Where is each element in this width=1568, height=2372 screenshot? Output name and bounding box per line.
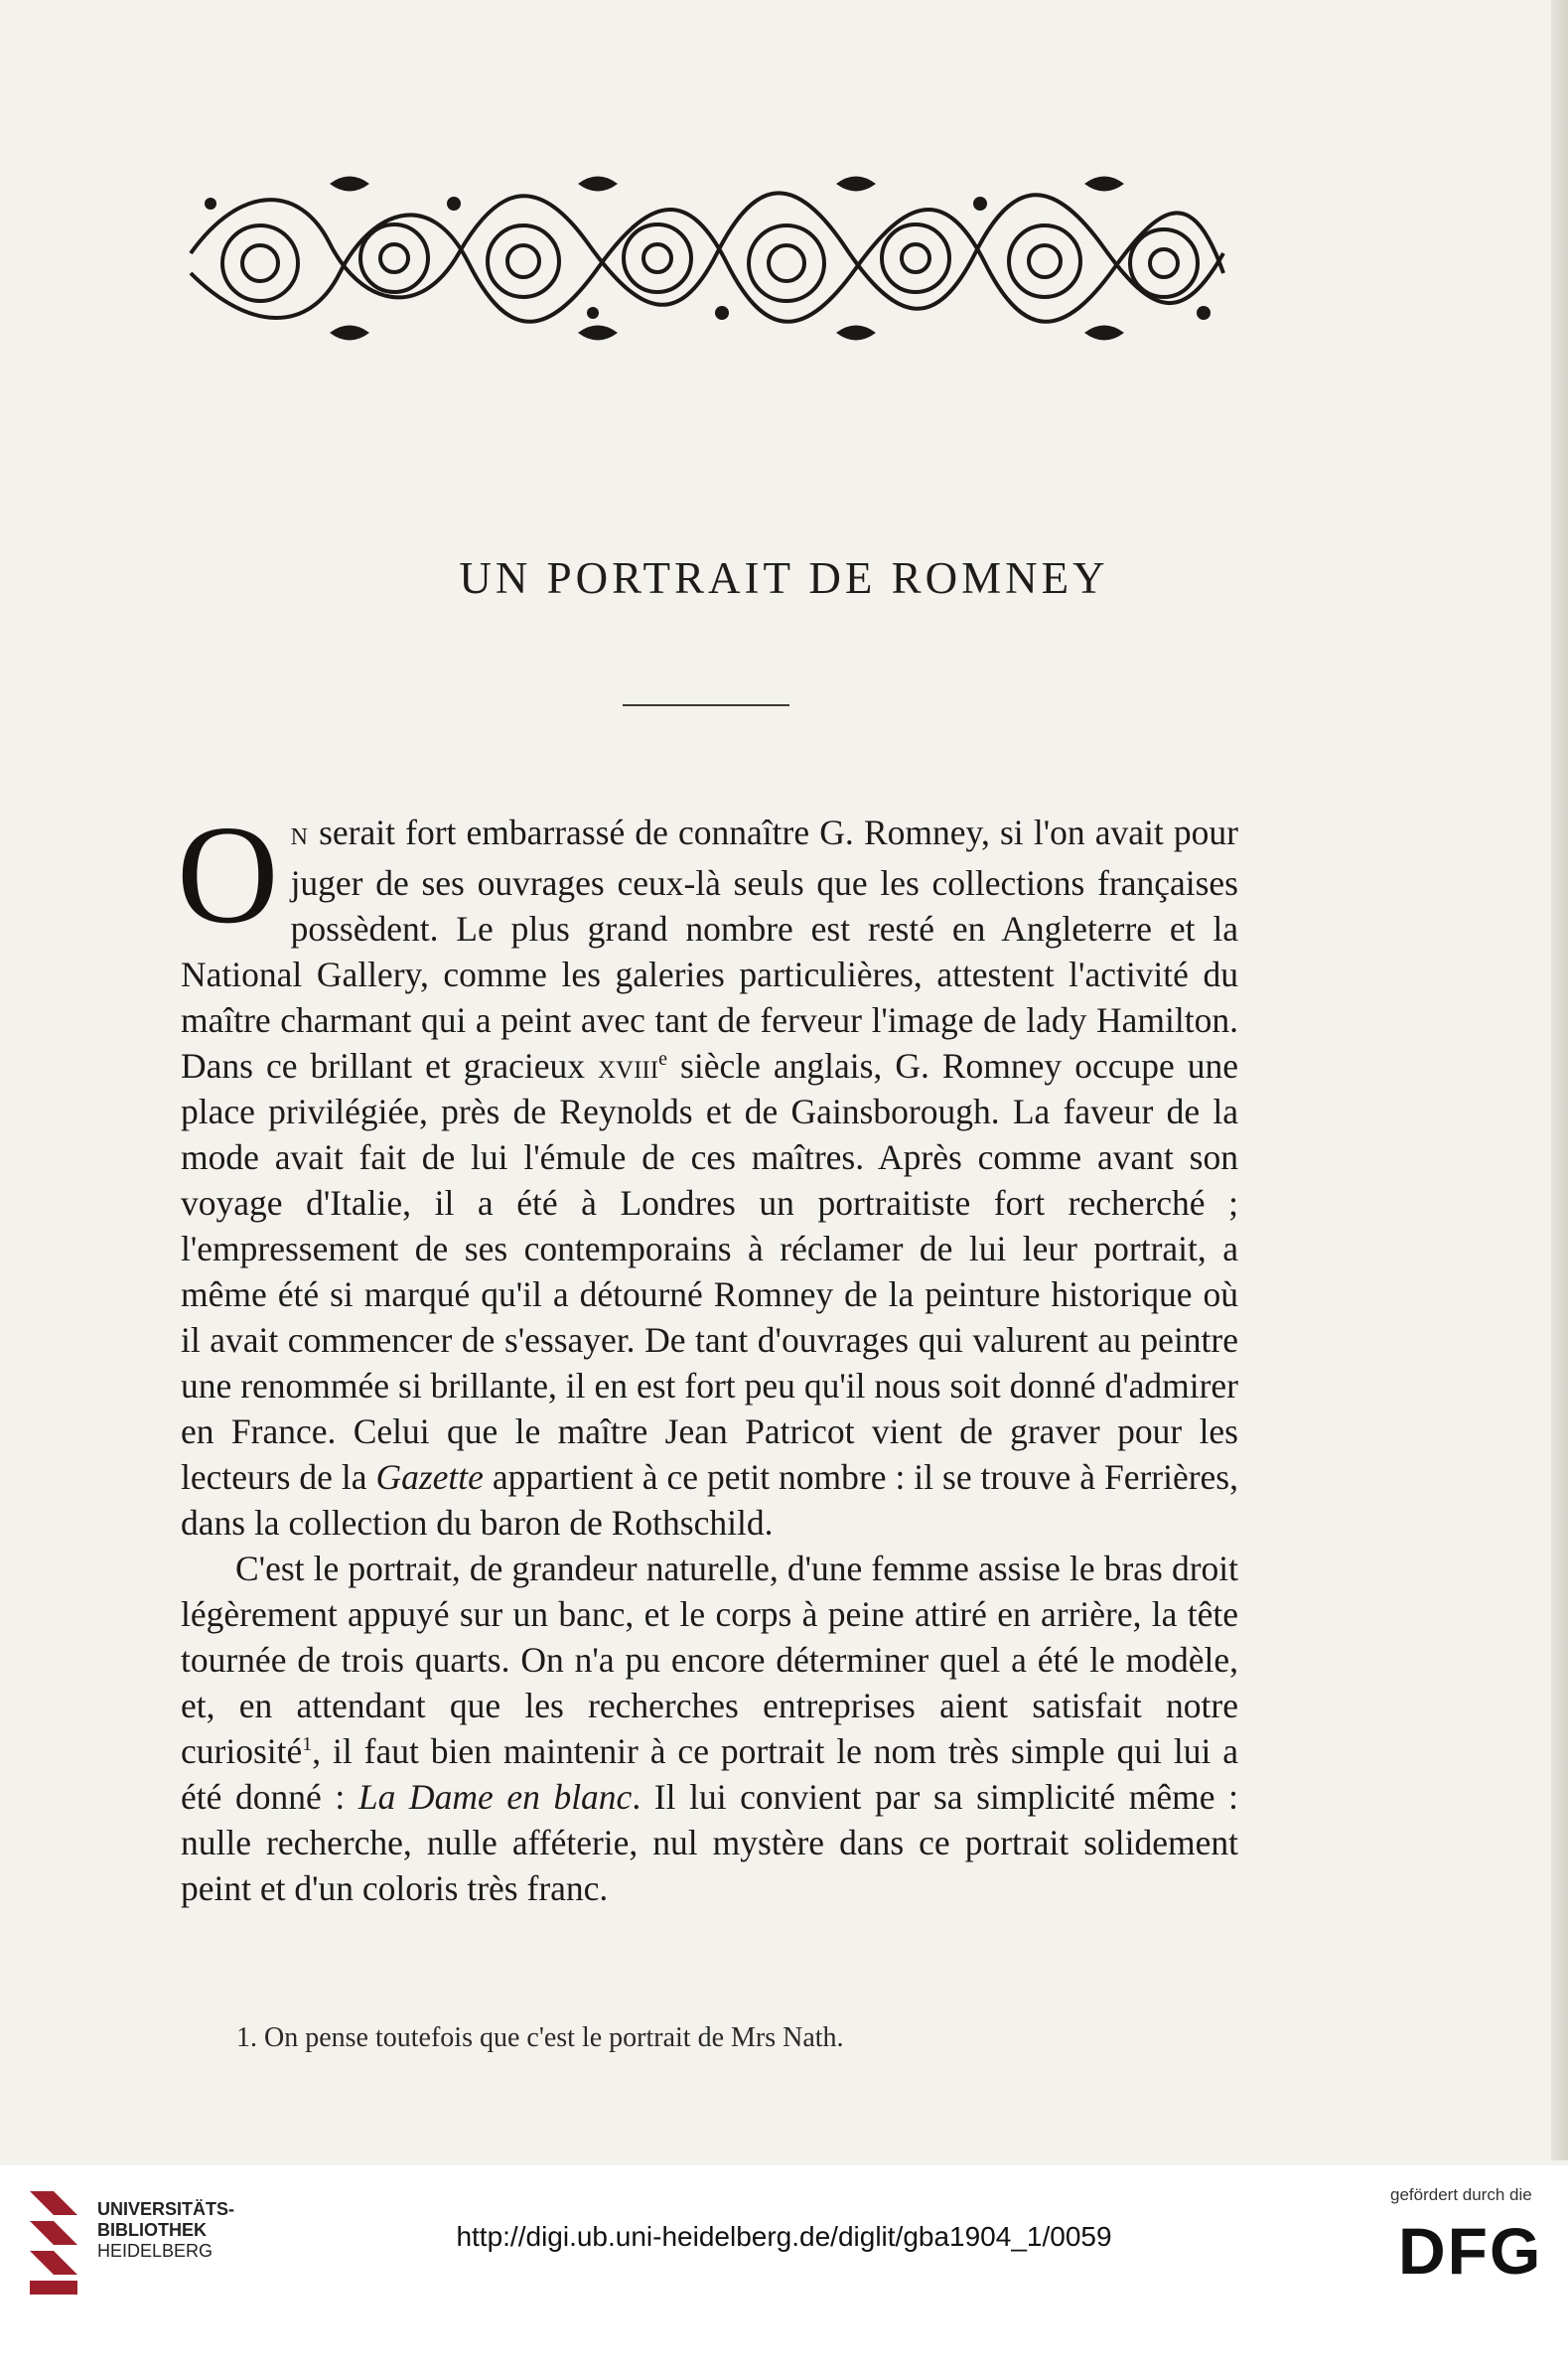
paragraph-1 xyxy=(177,796,1239,1546)
century-numeral: xviii xyxy=(598,1046,659,1086)
article-body xyxy=(177,796,1239,1911)
funding-label: gefördert durch die xyxy=(1390,2185,1532,2204)
gazette-italic: Gazette xyxy=(375,1457,484,1497)
footnote: 1. On pense toutefois que c'est le portrait de Mrs Nath. xyxy=(236,2022,844,2053)
digitization-footer xyxy=(0,2165,1568,2372)
dfg-logo: DFG xyxy=(1398,2214,1543,2288)
footnote-reference[interactable]: 1 xyxy=(302,1733,313,1756)
paragraph-1-text-b: siècle anglais, G. Romney occupe une place privilégiée, près de Reynolds et de Gainsborough. La faveur de la mode avait fait de lui l'émule de ces maîtres. Après comme avant son voyage d'Italie, il a été à Londres un portraitiste fort recherché ; l'empressement de ses contemporains à réclamer de lui leur portrait, a même été si marqué qu'il a détourné Romney de la peinture historique où il avait commencer de s'essayer. De tant d'ouvrages qui valurent au peintre une renommée si brillante, il en est fort peu qu'il nous soit donné d'admirer en France. Celui que le maître Jean Patricot vient de graver pour les lecteurs de la xyxy=(181,1046,1239,1497)
drop-cap: O xyxy=(177,796,279,953)
paragraph-2 xyxy=(181,1546,1238,1911)
library-line-3: HEIDELBERG xyxy=(97,2241,214,2261)
title-rule xyxy=(623,704,789,706)
dame-en-blanc-italic: La Dame en blanc xyxy=(357,1777,633,1817)
article-title: UN PORTRAIT DE ROMNEY xyxy=(459,553,1109,603)
paragraph-2-text-a: C'est le portrait, de grandeur naturelle, d'une femme assise le bras droit légèrement appuyé sur un banc, et le corps à peine attiré en arrière, la tête tournée de trois quarts. On n'a pu encore déterminer quel a été le modèle, et, en attendant que les recherches entreprises aient satisfait notre curiosité xyxy=(181,1549,1238,1771)
page-edge xyxy=(1551,0,1568,2160)
ornamental-headpiece-icon xyxy=(181,164,1233,351)
century-superscript: e xyxy=(658,1048,667,1071)
library-line-2: BIBLIOTHEK xyxy=(97,2220,207,2240)
paragraph-1-text-a: serait fort embarrassé de connaître G. Romney, si l'on avait pour juger de ses ouvrages ceux-là seuls que les collections françaises possèdent. Le plus grand nombre est resté en Angleterre et la National Gallery, comme les galeries particulières, attestent l'activité du maître charmant qui a peint avec tant de ferveur l'image de lady Hamilton. Dans ce brillant et gracieux xyxy=(181,813,1238,1086)
paragraph-2-text-c: . Il lui convient par sa simplicité même : nulle recherche, nulle afféterie, nul mystère dans ce portrait solidement peint et d'un coloris très franc. xyxy=(181,1777,1238,1908)
library-line-1: UNIVERSITÄTS- xyxy=(97,2199,235,2219)
paragraph-1-text-c: appartient à ce petit nombre : il se trouve à Ferrières, dans la collection du baron de Rothschild. xyxy=(181,1457,1238,1543)
paragraph-2-text-b: , il faut bien maintenir à ce portrait le nom très simple qui lui a été donné : xyxy=(181,1731,1238,1817)
lead-letter: N xyxy=(290,824,309,850)
source-url-link[interactable]: http://digi.ub.uni-heidelberg.de/diglit/gba1904_1/0059 xyxy=(456,2221,1112,2252)
